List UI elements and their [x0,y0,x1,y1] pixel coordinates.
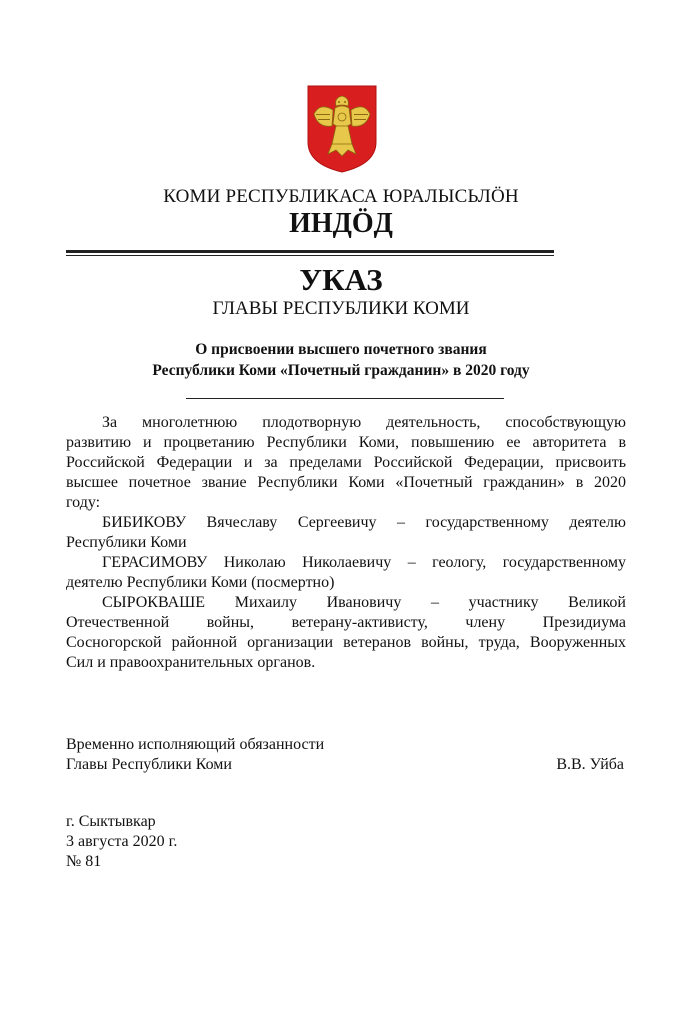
intro-line: За многолетнюю плодотворную деятельность, способствующую [102,414,626,431]
decree-body [66,413,626,673]
person-line: ГЕРАСИМОВУ Николаю Николаевичу – геологу, государственному [102,554,626,571]
signer-position-line-2: Главы Республики Коми [66,756,232,773]
decree-subject-line-1: О присвоении высшего почетного звания [195,341,487,358]
indod-heading: ИНДӦД [289,208,393,239]
person-line: Отечественной войны, ветерану-активисту, члену Президиума [66,614,626,631]
glava-subtitle: ГЛАВЫ РЕСПУБЛИКИ КОМИ [212,298,470,319]
signer-name: В.В. Уйба [556,756,624,773]
decree-number: № 81 [66,853,102,870]
intro-line: Российской Федерации и за пределами Российской Федерации, присвоить [66,454,626,471]
person-line: деятелю Республики Коми (посмертно) [66,574,335,591]
person-line: Сил и правоохранительных органов. [66,654,316,671]
intro-line: высшее почетное звание Республики Коми «Почетный гражданин» в 2020 [66,474,626,491]
issue-city: г. Сыктывкар [66,813,156,830]
header-divider-thin [66,255,554,256]
intro-line: развитию и процветанию Республики Коми, повышению ее авторитета в [66,434,626,451]
subject-underline [186,398,504,399]
person-line: Республики Коми [66,534,187,551]
komi-coat-of-arms-icon [306,84,378,174]
ukaz-title: УКАЗ [299,262,383,297]
person-line: Сосногорской районной организации ветеранов войны, труда, Вооруженных [66,634,626,651]
decree-subject-line-2: Республики Коми «Почетный гражданин» в 2020 году [152,362,530,379]
intro-line: году: [66,494,101,511]
header-divider-thick [66,250,554,253]
republic-heading: КОМИ РЕСПУБЛИКАСА ЮРАЛЫСЬЛӦН [163,186,519,207]
issue-date: 3 августа 2020 г. [66,833,178,850]
person-line: СЫРОКВАШЕ Михаилу Ивановичу – участнику Великой [102,594,626,611]
signer-position-line-1: Временно исполняющий обязанности [66,736,325,753]
person-line: БИБИКОВУ Вячеславу Сергеевичу – государственному деятелю [102,514,626,531]
